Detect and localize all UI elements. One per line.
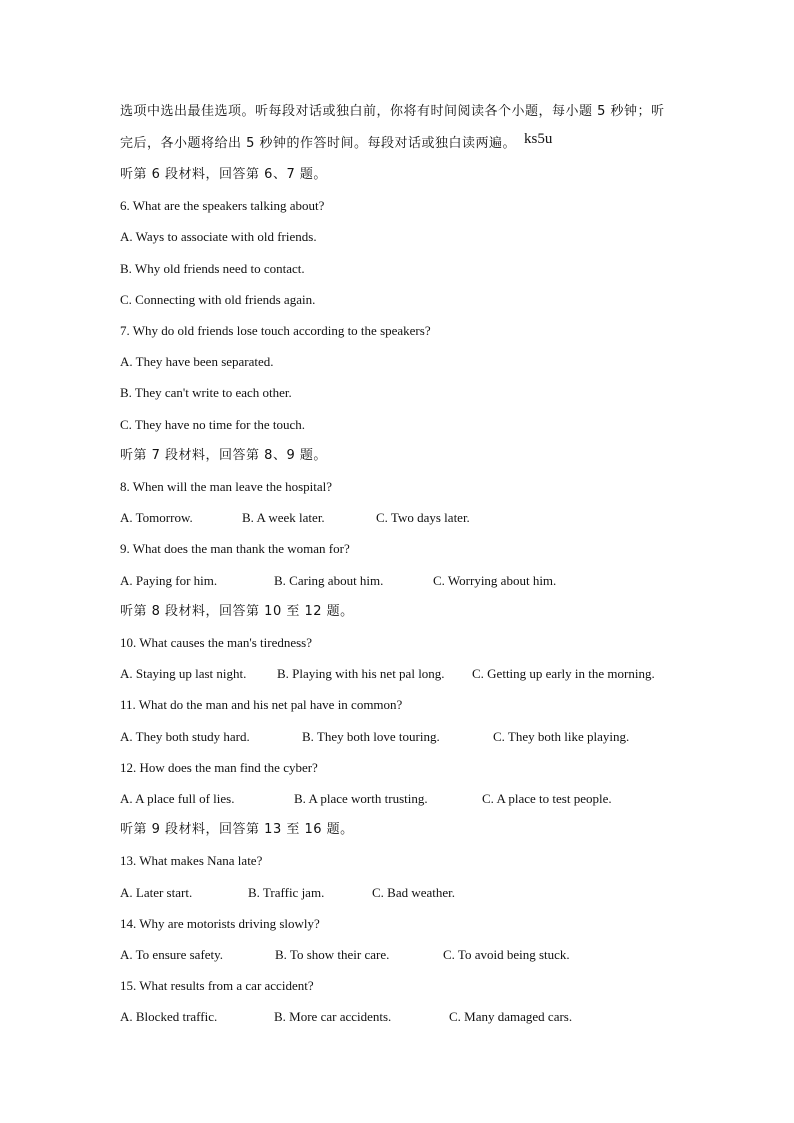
question-10-option-a: A. Staying up last night. [120,666,247,681]
question-7-option-c: C. They have no time for the touch. [120,417,305,432]
question-9-option-b: B. Caring about him. [274,573,384,588]
question-14-option-c: C. To avoid being stuck. [443,947,570,962]
question-9: 9. What does the man thank the woman for? [120,541,350,556]
question-13-option-c: C. Bad weather. [372,885,456,900]
question-10-option-b: B. Playing with his net pal long. [277,666,445,681]
question-9-options [120,573,556,589]
question-9-option-a: A. Paying for him. [120,573,218,588]
question-12-options [120,791,612,807]
instructions-text-2: 完后，各小题将给出 5 秒钟的作答时间。每段对话或独白读两遍。 [120,136,517,151]
question-11-option-b: B. They both love touring. [302,729,440,744]
section-6-heading: 听第 6 段材料，回答第 6、7 题。 [120,167,327,182]
section-9-heading: 听第 9 段材料，回答第 13 至 16 题。 [120,822,354,837]
question-8: 8. When will the man leave the hospital? [120,479,333,494]
question-12-option-b: B. A place worth trusting. [294,791,428,806]
question-11-options [120,729,629,745]
question-6-option-c: C. Connecting with old friends again. [120,292,316,307]
question-11: 11. What do the man and his net pal have in common? [120,697,403,712]
question-7-option-b: B. They can't write to each other. [120,385,292,400]
question-12-option-c: C. A place to test people. [482,791,612,806]
question-14-options [120,947,570,963]
question-14-option-a: A. To ensure safety. [120,947,224,962]
question-13-option-a: A. Later start. [120,885,193,900]
question-11-option-a: A. They both study hard. [120,729,250,744]
question-8-option-c: C. Two days later. [376,510,470,525]
question-13-option-b: B. Traffic jam. [248,885,325,900]
question-15-options [120,1009,572,1025]
question-10: 10. What causes the man's tiredness? [120,635,312,650]
question-7-option-a: A. They have been separated. [120,354,274,369]
question-12: 12. How does the man find the cyber? [120,760,318,775]
instructions-line-2 [120,131,553,152]
section-7-heading: 听第 7 段材料，回答第 8、9 题。 [120,448,327,463]
watermark-text: ks5u [524,131,553,147]
question-10-options [120,666,655,682]
question-11-option-c: C. They both like playing. [493,729,630,744]
question-6-option-b: B. Why old friends need to contact. [120,261,305,276]
question-6: 6. What are the speakers talking about? [120,198,325,213]
question-6-option-a: A. Ways to associate with old friends. [120,229,317,244]
section-8-heading: 听第 8 段材料，回答第 10 至 12 题。 [120,604,354,619]
question-9-option-c: C. Worrying about him. [433,573,557,588]
question-13-options [120,885,455,901]
question-15: 15. What results from a car accident? [120,978,314,993]
question-8-options [120,510,470,526]
question-15-option-a: A. Blocked traffic. [120,1009,218,1024]
question-7: 7. Why do old friends lose touch according to the speakers? [120,323,431,338]
question-14: 14. Why are motorists driving slowly? [120,916,320,931]
question-10-option-c: C. Getting up early in the morning. [472,666,655,681]
question-15-option-b: B. More car accidents. [274,1009,392,1024]
question-14-option-b: B. To show their care. [275,947,390,962]
question-8-option-a: A. Tomorrow. [120,510,193,525]
question-15-option-c: C. Many damaged cars. [449,1009,573,1024]
question-12-option-a: A. A place full of lies. [120,791,235,806]
question-8-option-b: B. A week later. [242,510,325,525]
question-13: 13. What makes Nana late? [120,853,263,868]
instructions-line-1: 选项中选出最佳选项。听每段对话或独白前，你将有时间阅读各个小题，每小题 5 秒钟；听 [120,104,665,119]
